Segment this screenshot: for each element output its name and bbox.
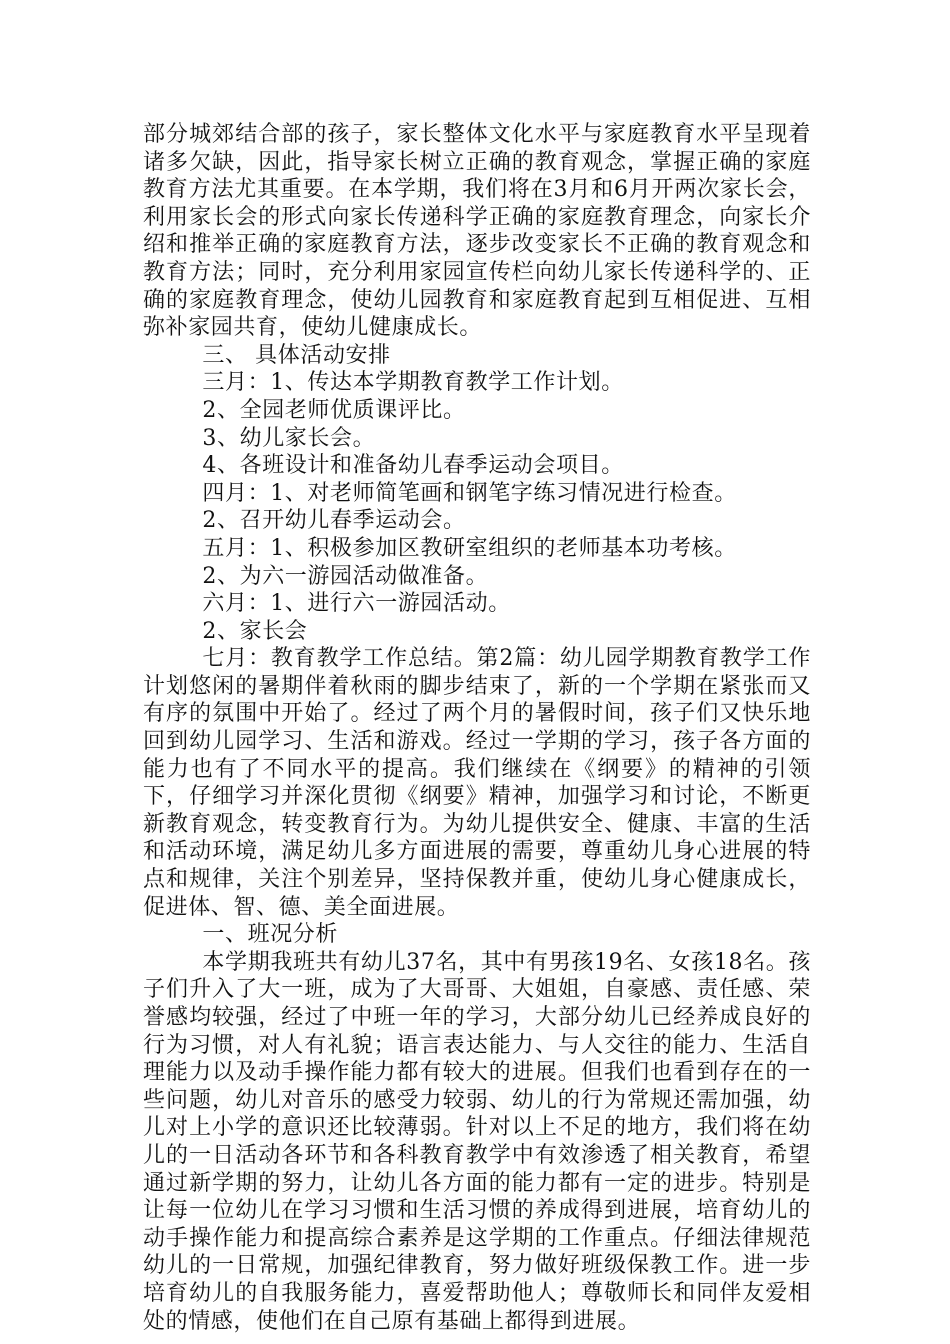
schedule-april-item-1: 四月：1、对老师简笔画和钢笔字练习情况进行检查。 <box>202 480 737 506</box>
heading-activity-schedule: 三、 具体活动安排 <box>202 342 391 368</box>
heading-class-analysis: 一、班况分析 <box>202 922 338 948</box>
paragraph-july-and-second-plan: 七月：教育教学工作总结。第2篇：幼儿园学期教育教学工作计划悠闲的暑期伴着秋雨的脚步结束了，新的一个学期在紧张而又有序的氛围中开始了。经过了两个月的暑假时间，孩子们又快乐地回到幼儿园学习、生活和游戏。经过一学期的学习，孩子各方面的能力也有了不同水平的提高。我们继续在《纲要》的精神的引领下，仔细学习并深化贯彻《纲要》精神，加强学习和讨论，不断更新教育观念，转变教育行为。为幼儿提供安全、健康、丰富的生活和活动环境，满足幼儿多方面进展的需要，尊重幼儿身心进展的特点和规律，关注个别差异，坚持保教并重，使幼儿身心健康成长，促进体、智、德、美全面进展。 <box>143 646 811 920</box>
schedule-may-item-2: 2、为六一游园活动做准备。 <box>202 563 489 589</box>
schedule-june-item-1: 六月：1、进行六一游园活动。 <box>202 591 511 617</box>
schedule-march-item-4: 4、各班设计和准备幼儿春季运动会项目。 <box>202 453 624 479</box>
schedule-april-item-2: 2、召开幼儿春季运动会。 <box>202 508 466 534</box>
paragraph-class-analysis: 本学期我班共有幼儿37名，其中有男孩19名、女孩18名。孩子们升入了大一班，成为了大哥哥、大姐姐，自豪感、责任感、荣誉感均较强，经过了中班一年的学习，大部分幼儿已经养成良好的行为习惯，对人有礼貌；语言表达能力、与人交往的能力、生活自理能力以及动手操作能力都有较大的进展。但我们也看到存在的一些问题，幼儿对音乐的感受力较弱、幼儿的行为常规还需加强，幼儿对上小学的意识还比较薄弱。针对以上不足的地方，我们将在幼儿的一日活动各环节和各科教育教学中有效渗透了相关教育，希望通过新学期的努力，让幼儿各方面的能力都有一定的进步。特别是让每一位幼儿在学习习惯和生活习惯的养成得到进展，培育幼儿的动手操作能力和提高综合素养是这学期的工作重点。仔细法律规范幼儿的一日常规，加强纪律教育，努力做好班级保教工作。进一步培育幼儿的自我服务能力，喜爱帮助他人；尊敬师长和同伴友爱相处的情感，使他们在自己原有基础上都得到进展。 <box>143 949 811 1334</box>
schedule-march-item-3: 3、幼儿家长会。 <box>202 425 376 451</box>
schedule-may-item-1: 五月：1、积极参加区教研室组织的老师基本功考核。 <box>202 535 737 561</box>
document-body <box>143 121 811 1335</box>
paragraph-parent-guidance: 部分城郊结合部的孩子，家长整体文化水平与家庭教育水平呈现着诸多欠缺，因此，指导家长树立正确的教育观念，掌握正确的家庭教育方法尤其重要。在本学期，我们将在3月和6月开两次家长会，利用家长会的形式向家长传递科学正确的家庭教育理念，向家长介绍和推举正确的家庭教育方法，逐步改变家长不正确的教育观念和教育方法；同时，充分利用家园宣传栏向幼儿家长传递科学的、正确的家庭教育理念，使幼儿园教育和家庭教育起到互相促进、互相弥补家园共育，使幼儿健康成长。 <box>143 122 811 341</box>
schedule-june-item-2: 2、家长会 <box>202 618 308 644</box>
schedule-march-item-1: 三月：1、传达本学期教育教学工作计划。 <box>202 370 624 396</box>
schedule-march-item-2: 2、全园老师优质课评比。 <box>202 397 466 423</box>
